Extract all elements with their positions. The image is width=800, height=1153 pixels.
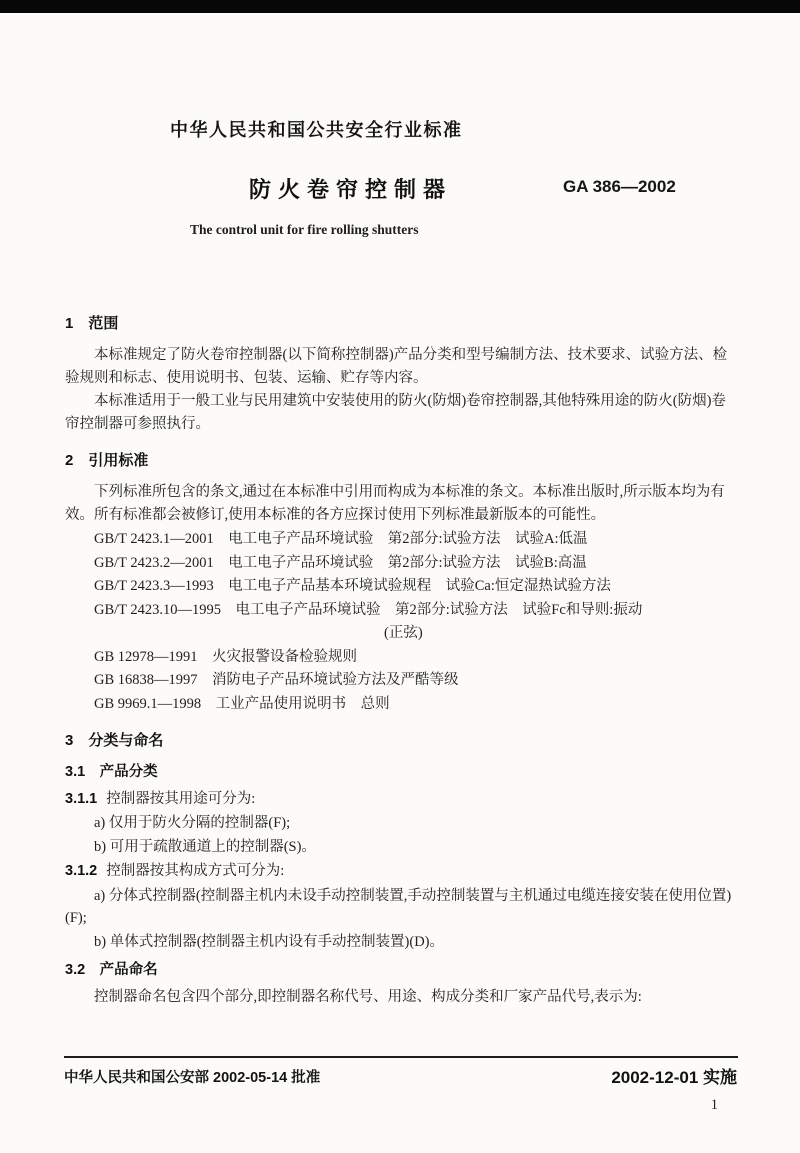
section-2-heading: 2 引用标准 xyxy=(65,452,149,470)
reference-item: GB/T 2423.2—2001 电工电子产品环境试验 第2部分:试验方法 试验B:高温 xyxy=(94,554,587,571)
clause-text: 控制器按其构成方式可分为: xyxy=(106,863,285,880)
clause-3-1-2 xyxy=(65,860,737,882)
clause-3-1-1 xyxy=(65,788,737,810)
reference-item: GB 16838—1997 消防电子产品环境试验方法及严酷等级 xyxy=(94,672,459,689)
list-item-a: a) 仅用于防火分隔的控制器(F); xyxy=(94,815,291,832)
document-title: 防火卷帘控制器 xyxy=(249,177,453,202)
reference-item: GB/T 2423.10—1995 电工电子产品环境试验 第2部分:试验方法 试验Fc和导则:振动 xyxy=(94,601,643,618)
reference-item-continuation: (正弦) xyxy=(384,625,423,642)
list-item-b: b) 单体式控制器(控制器主机内设有手动控制装置)(D)。 xyxy=(94,933,444,950)
references-intro: 下列标准所包含的条文,通过在本标准中引用而构成为本标准的条文。本标准出版时,所示版本均为有效。所有标准都会被修订,使用本标准的各方应探讨使用下列标准最新版本的可能性。 xyxy=(65,484,725,523)
reference-item: GB/T 2423.1—2001 电工电子产品环境试验 第2部分:试验方法 试验A:低温 xyxy=(94,531,588,548)
reference-item: GB 9969.1—1998 工业产品使用说明书 总则 xyxy=(94,695,390,712)
clause-number: 3.1.1 xyxy=(65,790,98,807)
document-title-english: The control unit for fire rolling shutters xyxy=(190,222,419,237)
clause-3-2-heading: 3.2 产品命名 xyxy=(65,962,158,979)
naming-paragraph: 控制器命名包含四个部分,即控制器名称代号、用途、构成分类和厂家产品代号,表示为: xyxy=(94,988,642,1005)
page-top-border xyxy=(0,0,800,13)
standard-type-heading: 中华人民共和国公共安全行业标准 xyxy=(170,120,463,140)
approval-statement: 中华人民共和国公安部 2002-05-14 批准 xyxy=(64,1070,321,1086)
document-body xyxy=(65,312,737,1009)
effective-date: 2002-12-01 实施 xyxy=(611,1068,737,1087)
reference-item: GB 12978—1991 火灾报警设备检验规则 xyxy=(94,648,358,665)
section-1-heading: 1 范围 xyxy=(65,315,119,332)
section-3-heading: 3 分类与命名 xyxy=(65,732,164,750)
scope-paragraph-2: 本标准适用于一般工业与民用建筑中安装使用的防火(防烟)卷帘控制器,其他特殊用途的防火(防烟)卷帘控制器可参照执行。 xyxy=(65,393,726,432)
page-number: 1 xyxy=(710,1097,718,1113)
clause-3-1-heading: 3.1 产品分类 xyxy=(65,764,158,781)
clause-text: 控制器按其用途可分为: xyxy=(106,790,256,807)
reference-list xyxy=(94,528,737,715)
footer-divider xyxy=(64,1056,738,1058)
clause-number: 3.1.2 xyxy=(65,863,98,880)
list-item-b: b) 可用于疏散通道上的控制器(S)。 xyxy=(94,838,316,855)
list-item-a: a) 分体式控制器(控制器主机内未设手动控制装置,手动控制装置与主机通过电缆连接安装在使用位置)(F); xyxy=(65,887,732,927)
standard-code: GA 386—2002 xyxy=(563,177,676,196)
reference-item: GB/T 2423.3—1993 电工电子产品基本环境试验规程 试验Ca:恒定湿热试验方法 xyxy=(94,578,611,595)
scope-paragraph-1: 本标准规定了防火卷帘控制器(以下简称控制器)产品分类和型号编制方法、技术要求、试验方法、检验规则和标志、使用说明书、包装、运输、贮存等内容。 xyxy=(65,347,728,386)
